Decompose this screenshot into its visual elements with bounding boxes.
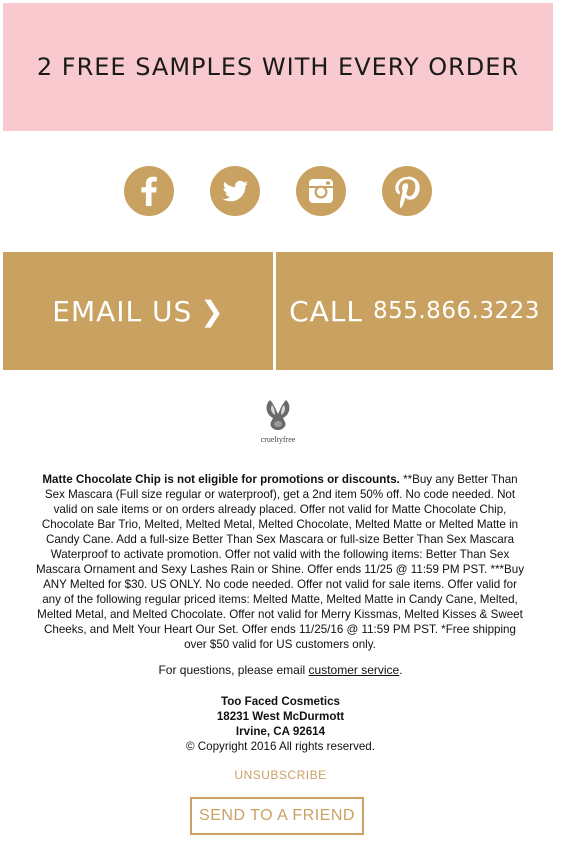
questions-line [0,663,561,677]
fine-print-lead: Matte Chocolate Chip is not eligible for promotions or discounts. [42,473,400,486]
facebook-icon[interactable] [124,166,174,216]
questions-prefix: For questions, please email [158,663,309,677]
cruelty-free-logo [253,398,303,444]
street-address: 18231 West McDurmott [216,710,345,723]
instagram-icon[interactable] [296,166,346,216]
promo-banner-text: 2 FREE SAMPLES WITH EVERY ORDER [36,53,520,81]
bunny-icon [261,398,295,432]
city-state-zip: Irvine, CA 92614 [235,725,326,738]
call-label: CALL [289,294,363,328]
company-address [0,694,561,754]
phone-number: 855.866.3223 [372,298,540,324]
social-links [0,166,561,218]
send-to-friend-button[interactable]: SEND TO A FRIEND [190,797,364,835]
questions-suffix: . [399,663,403,677]
promo-banner [3,3,553,131]
cruelty-free-label: crueltyfree [260,435,296,444]
customer-service-link[interactable]: customer service [308,663,400,677]
call-button[interactable] [276,252,553,370]
unsubscribe-link[interactable]: UNSUBSCRIBE [234,768,327,782]
fine-print-body: **Buy any Better Than Sex Mascara (Full size regular or waterproof), get a 2nd item 50% off. No code needed. Not valid on sale items or on orders already placed. Offer not valid for Matte Chocolate Chip, Chocolate Bar Trio, Melted, Melted Metal, Melted Chocolate, Melted Matte or Melted Matte in Candy Cane. Add a full-size Better Than Sex Mascara or full-size Better Than Sex Mascara Waterproof to activate promotion. Offer not valid with the following items: Better Than Sex Mascara Ornament and Sexy Lashes Rain or Shine. Offer ends 11/25 @ 11:59 PM PST. ***Buy ANY Melted for $30. US ONLY. No code needed. Offer not valid for sale items. Offer valid for any of the following regular priced items: Melted Matte, Melted Matte in Candy Cane, Melted, Melted Metal, and Melted Chocolate. Offer not valid for Merry Kissmas, Melted Kisses & Sweet Cheeks, and Melt Your Heart Our Set. Offer ends 11/25/16 @ 11:59 PM PST. *Free shipping over $50 valid for US customers only. [35,473,524,651]
copyright: © Copyright 2016 All rights reserved. [186,740,375,753]
chevron-right-icon: ❯ [200,294,224,328]
email-us-label: EMAIL US [52,294,193,328]
twitter-icon[interactable] [210,166,260,216]
company-name: Too Faced Cosmetics [221,695,340,708]
fine-print [34,472,526,652]
pinterest-icon[interactable] [382,166,432,216]
email-us-button[interactable] [3,252,273,370]
